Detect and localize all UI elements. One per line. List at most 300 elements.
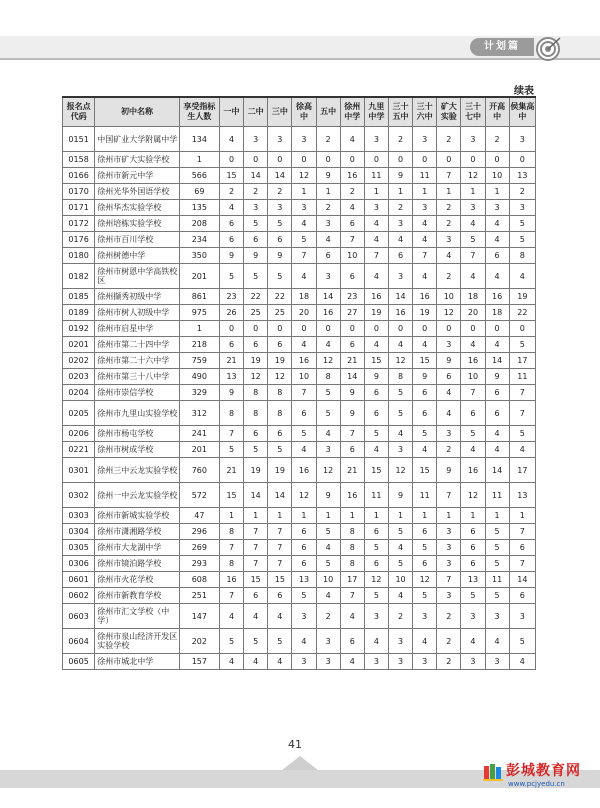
value-cell: 3 <box>316 629 340 654</box>
value-cell: 3 <box>413 127 437 152</box>
value-cell: 21 <box>340 353 364 369</box>
value-cell: 0 <box>219 152 243 168</box>
value-cell: 4 <box>509 442 535 458</box>
value-cell: 6 <box>244 426 268 442</box>
value-cell: 2 <box>388 604 412 629</box>
value-cell: 3 <box>316 442 340 458</box>
value-cell: 3 <box>316 264 340 289</box>
value-cell: 4 <box>292 629 316 654</box>
value-cell: 3 <box>388 654 412 670</box>
value-cell: 6 <box>244 232 268 248</box>
column-header: 徐州中学 <box>340 97 364 127</box>
value-cell: 18 <box>461 289 485 305</box>
value-cell: 3 <box>509 200 535 216</box>
value-cell: 5 <box>244 264 268 289</box>
value-cell: 4 <box>485 442 509 458</box>
school-name-cell: 徐州市启星中学 <box>95 321 180 337</box>
value-cell: 12 <box>364 572 388 588</box>
value-cell: 5 <box>413 588 437 604</box>
value-cell: 4 <box>485 337 509 353</box>
value-cell: 7 <box>340 426 364 442</box>
value-cell: 1 <box>364 184 388 200</box>
value-cell: 13 <box>509 483 535 508</box>
table-row <box>63 216 536 232</box>
value-cell: 5 <box>413 540 437 556</box>
school-name-cell: 徐州一中云龙实验学校 <box>95 483 180 508</box>
value-cell: 6 <box>268 337 292 353</box>
code-cell: 0303 <box>63 508 95 524</box>
value-cell: 8 <box>244 401 268 426</box>
value-cell: 8 <box>340 556 364 572</box>
value-cell: 3 <box>292 127 316 152</box>
value-cell: 7 <box>461 385 485 401</box>
value-cell: 14 <box>268 483 292 508</box>
code-cell: 0182 <box>63 264 95 289</box>
value-cell: 312 <box>179 401 219 426</box>
value-cell: 22 <box>268 289 292 305</box>
value-cell: 14 <box>388 289 412 305</box>
value-cell: 12 <box>413 572 437 588</box>
target-icon <box>536 36 562 62</box>
value-cell: 14 <box>485 458 509 483</box>
value-cell: 3 <box>437 337 461 353</box>
value-cell: 3 <box>316 216 340 232</box>
column-header: 三中 <box>268 97 292 127</box>
value-cell: 3 <box>485 200 509 216</box>
value-cell: 14 <box>485 353 509 369</box>
table-row <box>63 483 536 508</box>
value-cell: 6 <box>219 232 243 248</box>
value-cell: 2 <box>388 127 412 152</box>
table-row <box>63 458 536 483</box>
value-cell: 15 <box>219 483 243 508</box>
school-name-cell: 徐州市第二十六中学 <box>95 353 180 369</box>
value-cell: 9 <box>437 458 461 483</box>
value-cell: 4 <box>268 604 292 629</box>
value-cell: 15 <box>219 168 243 184</box>
value-cell: 4 <box>364 337 388 353</box>
value-cell: 6 <box>244 588 268 604</box>
value-cell: 0 <box>509 321 535 337</box>
value-cell: 3 <box>509 604 535 629</box>
value-cell: 6 <box>292 540 316 556</box>
value-cell: 4 <box>388 588 412 604</box>
table-row <box>63 540 536 556</box>
value-cell: 6 <box>485 401 509 426</box>
value-cell: 8 <box>388 369 412 385</box>
value-cell: 14 <box>244 483 268 508</box>
value-cell: 1 <box>388 508 412 524</box>
value-cell: 4 <box>461 629 485 654</box>
value-cell: 7 <box>509 524 535 540</box>
value-cell: 6 <box>413 385 437 401</box>
table-row <box>63 369 536 385</box>
value-cell: 9 <box>340 385 364 401</box>
value-cell: 7 <box>340 588 364 604</box>
value-cell: 4 <box>244 654 268 670</box>
school-name-cell: 徐州市树恩中学高铁校区 <box>95 264 180 289</box>
value-cell: 6 <box>413 401 437 426</box>
value-cell: 21 <box>219 353 243 369</box>
value-cell: 9 <box>388 168 412 184</box>
value-cell: 19 <box>268 458 292 483</box>
value-cell: 6 <box>316 248 340 264</box>
value-cell: 8 <box>509 248 535 264</box>
value-cell: 2 <box>268 184 292 200</box>
value-cell: 11 <box>509 369 535 385</box>
column-header: 享受指标生人数 <box>179 97 219 127</box>
value-cell: 4 <box>461 337 485 353</box>
value-cell: 3 <box>485 604 509 629</box>
column-header: 矿大实验 <box>437 97 461 127</box>
code-cell: 0302 <box>63 483 95 508</box>
value-cell: 9 <box>219 385 243 401</box>
value-cell: 2 <box>509 184 535 200</box>
value-cell: 4 <box>219 604 243 629</box>
value-cell: 5 <box>413 426 437 442</box>
value-cell: 4 <box>413 232 437 248</box>
value-cell: 10 <box>461 369 485 385</box>
value-cell: 0 <box>437 152 461 168</box>
school-name-cell: 徐州三中云龙实验学校 <box>95 458 180 483</box>
value-cell: 608 <box>179 572 219 588</box>
value-cell: 1 <box>413 508 437 524</box>
code-cell: 0176 <box>63 232 95 248</box>
value-cell: 5 <box>388 524 412 540</box>
value-cell: 16 <box>292 353 316 369</box>
value-cell: 5 <box>316 385 340 401</box>
value-cell: 3 <box>461 604 485 629</box>
value-cell: 2 <box>340 184 364 200</box>
value-cell: 7 <box>268 540 292 556</box>
value-cell: 18 <box>485 305 509 321</box>
value-cell: 975 <box>179 305 219 321</box>
school-name-cell: 徐州市第三十八中学 <box>95 369 180 385</box>
value-cell: 5 <box>268 216 292 232</box>
school-name-cell: 徐州市城北中学 <box>95 654 180 670</box>
column-header: 三十六中 <box>413 97 437 127</box>
value-cell: 4 <box>316 426 340 442</box>
value-cell: 2 <box>437 629 461 654</box>
table-row <box>63 572 536 588</box>
value-cell: 7 <box>244 540 268 556</box>
value-cell: 8 <box>268 401 292 426</box>
value-cell: 6 <box>364 524 388 540</box>
value-cell: 7 <box>461 248 485 264</box>
code-cell: 0202 <box>63 353 95 369</box>
value-cell: 4 <box>437 248 461 264</box>
value-cell: 6 <box>219 216 243 232</box>
value-cell: 5 <box>316 524 340 540</box>
value-cell: 5 <box>364 588 388 604</box>
school-name-cell: 徐州华杰实验学校 <box>95 200 180 216</box>
value-cell: 8 <box>219 556 243 572</box>
table-row <box>63 588 536 604</box>
school-name-cell: 徐州市树成学校 <box>95 442 180 458</box>
value-cell: 1 <box>509 508 535 524</box>
school-name-cell: 徐州市新元中学 <box>95 168 180 184</box>
value-cell: 3 <box>292 654 316 670</box>
value-cell: 14 <box>268 168 292 184</box>
school-name-cell: 徐州市崇信学校 <box>95 385 180 401</box>
value-cell: 0 <box>268 152 292 168</box>
value-cell: 26 <box>219 305 243 321</box>
value-cell: 7 <box>340 232 364 248</box>
value-cell: 3 <box>292 604 316 629</box>
value-cell: 3 <box>413 200 437 216</box>
value-cell: 6 <box>413 524 437 540</box>
column-header: 徐高中 <box>292 97 316 127</box>
value-cell: 4 <box>316 588 340 604</box>
value-cell: 6 <box>461 540 485 556</box>
value-cell: 2 <box>437 216 461 232</box>
table-row <box>63 524 536 540</box>
value-cell: 6 <box>292 401 316 426</box>
value-cell: 6 <box>268 588 292 604</box>
value-cell: 0 <box>461 152 485 168</box>
value-cell: 5 <box>509 232 535 248</box>
value-cell: 0 <box>485 321 509 337</box>
value-cell: 5 <box>485 524 509 540</box>
value-cell: 134 <box>179 127 219 152</box>
value-cell: 4 <box>509 264 535 289</box>
value-cell: 7 <box>292 248 316 264</box>
value-cell: 7 <box>244 524 268 540</box>
value-cell: 16 <box>364 289 388 305</box>
value-cell: 0 <box>413 152 437 168</box>
value-cell: 12 <box>437 305 461 321</box>
value-cell: 47 <box>179 508 219 524</box>
value-cell: 296 <box>179 524 219 540</box>
code-cell: 0158 <box>63 152 95 168</box>
value-cell: 4 <box>509 654 535 670</box>
value-cell: 4 <box>340 127 364 152</box>
value-cell: 759 <box>179 353 219 369</box>
value-cell: 10 <box>437 289 461 305</box>
value-cell: 7 <box>509 385 535 401</box>
value-cell: 15 <box>413 353 437 369</box>
value-cell: 10 <box>292 369 316 385</box>
page-marker <box>282 756 318 770</box>
value-cell: 1 <box>437 508 461 524</box>
value-cell: 5 <box>268 629 292 654</box>
table-row <box>63 289 536 305</box>
value-cell: 10 <box>340 248 364 264</box>
value-cell: 3 <box>388 264 412 289</box>
value-cell: 1 <box>485 184 509 200</box>
value-cell: 12 <box>292 168 316 184</box>
column-header: 二中 <box>244 97 268 127</box>
value-cell: 6 <box>461 401 485 426</box>
section-badge: 计划篇 <box>470 38 534 56</box>
value-cell: 3 <box>292 200 316 216</box>
value-cell: 0 <box>244 321 268 337</box>
value-cell: 6 <box>340 264 364 289</box>
table-row <box>63 442 536 458</box>
value-cell: 3 <box>364 200 388 216</box>
value-cell: 6 <box>268 426 292 442</box>
value-cell: 6 <box>340 337 364 353</box>
code-cell: 0201 <box>63 337 95 353</box>
value-cell: 3 <box>244 200 268 216</box>
table-row <box>63 401 536 426</box>
value-cell: 6 <box>364 556 388 572</box>
value-cell: 2 <box>388 200 412 216</box>
table-row <box>63 264 536 289</box>
value-cell: 8 <box>268 385 292 401</box>
value-cell: 4 <box>364 232 388 248</box>
code-cell: 0172 <box>63 216 95 232</box>
value-cell: 0 <box>316 321 340 337</box>
value-cell: 1 <box>179 321 219 337</box>
school-name-cell: 徐州光华外国语学校 <box>95 184 180 200</box>
value-cell: 6 <box>292 524 316 540</box>
value-cell: 11 <box>364 483 388 508</box>
table-row <box>63 556 536 572</box>
value-cell: 4 <box>413 337 437 353</box>
value-cell: 9 <box>316 168 340 184</box>
value-cell: 7 <box>292 385 316 401</box>
column-header: 九里中学 <box>364 97 388 127</box>
table-row <box>63 604 536 629</box>
column-header: 报名点代码 <box>63 97 95 127</box>
value-cell: 7 <box>219 540 243 556</box>
value-cell: 0 <box>316 152 340 168</box>
value-cell: 5 <box>219 264 243 289</box>
value-cell: 241 <box>179 426 219 442</box>
value-cell: 6 <box>244 337 268 353</box>
value-cell: 8 <box>340 524 364 540</box>
table-row <box>63 426 536 442</box>
value-cell: 201 <box>179 442 219 458</box>
value-cell: 5 <box>485 540 509 556</box>
value-cell: 0 <box>485 152 509 168</box>
value-cell: 1 <box>268 508 292 524</box>
value-cell: 1 <box>485 508 509 524</box>
value-cell: 6 <box>509 540 535 556</box>
value-cell: 4 <box>364 629 388 654</box>
value-cell: 6 <box>268 232 292 248</box>
value-cell: 16 <box>461 353 485 369</box>
value-cell: 4 <box>244 604 268 629</box>
school-name-cell: 徐州树德中学 <box>95 248 180 264</box>
code-cell: 0601 <box>63 572 95 588</box>
book-logo-icon <box>482 760 504 782</box>
value-cell: 0 <box>388 321 412 337</box>
value-cell: 0 <box>413 321 437 337</box>
value-cell: 20 <box>461 305 485 321</box>
code-cell: 0603 <box>63 604 95 629</box>
continued-label: 续表 <box>514 86 534 97</box>
value-cell: 9 <box>485 369 509 385</box>
column-header: 三十七中 <box>461 97 485 127</box>
value-cell: 4 <box>316 232 340 248</box>
value-cell: 16 <box>316 305 340 321</box>
value-cell: 1 <box>364 508 388 524</box>
table-row <box>63 200 536 216</box>
value-cell: 5 <box>388 385 412 401</box>
value-cell: 3 <box>461 127 485 152</box>
value-cell: 4 <box>219 200 243 216</box>
value-cell: 11 <box>413 168 437 184</box>
value-cell: 9 <box>413 369 437 385</box>
school-name-cell: 徐州市火花学校 <box>95 572 180 588</box>
value-cell: 0 <box>388 152 412 168</box>
value-cell: 0 <box>292 321 316 337</box>
value-cell: 8 <box>244 385 268 401</box>
value-cell: 3 <box>388 442 412 458</box>
value-cell: 2 <box>437 654 461 670</box>
value-cell: 4 <box>485 629 509 654</box>
value-cell: 9 <box>219 248 243 264</box>
code-cell: 0166 <box>63 168 95 184</box>
value-cell: 1 <box>244 508 268 524</box>
value-cell: 9 <box>340 401 364 426</box>
table-row <box>63 232 536 248</box>
value-cell: 3 <box>437 556 461 572</box>
table-row <box>63 353 536 369</box>
value-cell: 5 <box>268 442 292 458</box>
value-cell: 10 <box>388 572 412 588</box>
column-header: 三十五中 <box>388 97 412 127</box>
value-cell: 0 <box>340 321 364 337</box>
value-cell: 6 <box>388 248 412 264</box>
table-row <box>63 654 536 670</box>
value-cell: 1 <box>413 184 437 200</box>
value-cell: 3 <box>388 629 412 654</box>
value-cell: 9 <box>316 483 340 508</box>
value-cell: 7 <box>437 483 461 508</box>
school-name-cell: 徐州市杨屯学校 <box>95 426 180 442</box>
code-cell: 0206 <box>63 426 95 442</box>
value-cell: 22 <box>509 305 535 321</box>
value-cell: 6 <box>461 556 485 572</box>
value-cell: 19 <box>364 305 388 321</box>
value-cell: 15 <box>268 572 292 588</box>
value-cell: 5 <box>461 588 485 604</box>
value-cell: 490 <box>179 369 219 385</box>
value-cell: 12 <box>244 369 268 385</box>
value-cell: 4 <box>437 385 461 401</box>
value-cell: 6 <box>292 556 316 572</box>
value-cell: 2 <box>316 604 340 629</box>
value-cell: 8 <box>340 540 364 556</box>
value-cell: 2 <box>437 127 461 152</box>
value-cell: 12 <box>388 458 412 483</box>
code-cell: 0151 <box>63 127 95 152</box>
value-cell: 861 <box>179 289 219 305</box>
value-cell: 4 <box>485 264 509 289</box>
table-row <box>63 184 536 200</box>
value-cell: 1 <box>437 184 461 200</box>
value-cell: 3 <box>509 127 535 152</box>
value-cell: 1 <box>340 508 364 524</box>
value-cell: 4 <box>388 540 412 556</box>
value-cell: 15 <box>364 353 388 369</box>
value-cell: 3 <box>316 654 340 670</box>
value-cell: 0 <box>364 321 388 337</box>
value-cell: 566 <box>179 168 219 184</box>
value-cell: 16 <box>292 458 316 483</box>
value-cell: 329 <box>179 385 219 401</box>
code-cell: 0605 <box>63 654 95 670</box>
value-cell: 0 <box>509 152 535 168</box>
school-name-cell: 徐州市大龙湖中学 <box>95 540 180 556</box>
value-cell: 13 <box>509 168 535 184</box>
value-cell: 4 <box>388 232 412 248</box>
value-cell: 3 <box>437 524 461 540</box>
value-cell: 9 <box>268 248 292 264</box>
